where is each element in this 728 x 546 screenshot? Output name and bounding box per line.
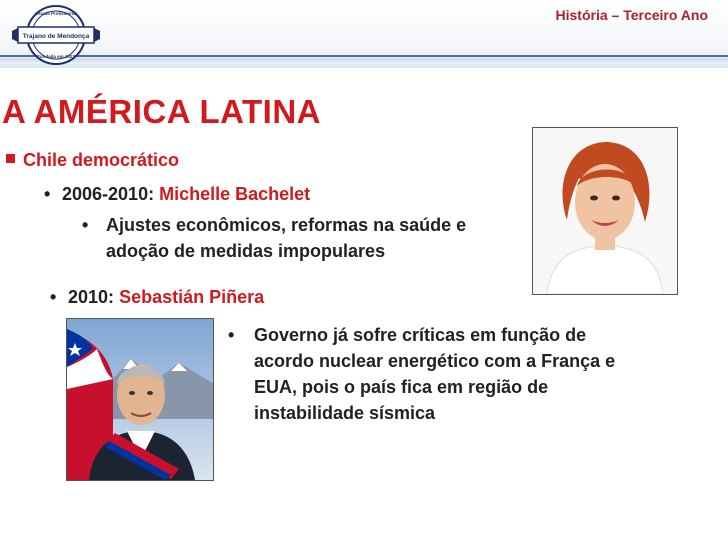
section-label: Chile democrático <box>23 150 180 170</box>
detail-line: acordo nuclear energético com a França e <box>254 351 616 371</box>
list-item <box>50 285 264 309</box>
list-item-detail <box>82 212 466 264</box>
svg-text:Escola Profissional: Escola Profissional <box>35 11 77 16</box>
detail-line: Ajustes econômicos, reformas na saúde e <box>106 215 467 235</box>
header-divider-shadow <box>0 58 728 64</box>
bullet-icon: • <box>50 287 57 307</box>
list-item-detail <box>228 322 615 426</box>
subject-label: História – Terceiro Ano <box>555 7 708 23</box>
item-name: Michelle Bachelet <box>159 184 311 204</box>
item-name: Sebastián Piñera <box>119 287 265 307</box>
detail-line: Governo já sofre críticas em função de <box>254 325 587 345</box>
bachelet-photo <box>532 127 678 295</box>
item-period: 2006-2010: <box>62 184 155 204</box>
pinera-photo <box>66 318 214 481</box>
square-bullet-icon <box>6 154 15 163</box>
svg-text:Trajano de Mendonça: Trajano de Mendonça <box>22 33 90 40</box>
bullet-icon: • <box>44 184 51 204</box>
detail-line: adoção de medidas impopulares <box>106 241 386 261</box>
school-logo <box>6 2 106 68</box>
detail-line: EUA, pois o país fica em região de <box>254 377 549 397</box>
header-divider <box>0 55 728 57</box>
item-period: 2010: <box>68 287 115 307</box>
slide-title: A AMÉRICA LATINA <box>2 93 322 130</box>
detail-line: instabilidade sísmica <box>254 403 436 423</box>
list-item <box>44 182 310 206</box>
bullet-icon: • <box>228 325 235 345</box>
bullet-icon: • <box>82 215 89 235</box>
svg-text:Fundada em 1927: Fundada em 1927 <box>37 54 75 59</box>
section-heading <box>6 150 179 171</box>
